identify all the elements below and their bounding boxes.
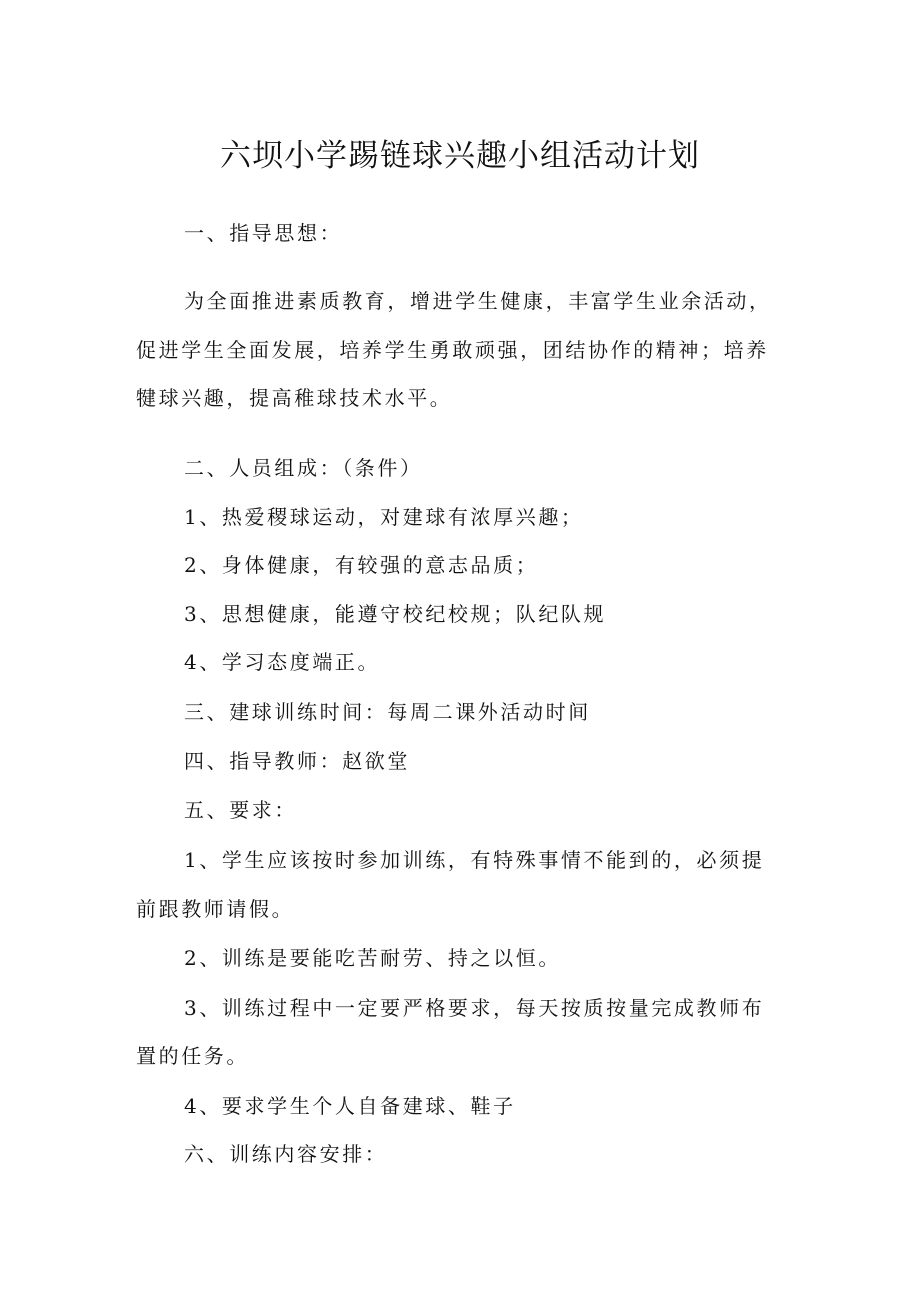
list-item: 3、思想健康，能遵守校纪校规；队纪队规 [184,602,607,626]
heading-personnel: 二、人员组成：（条件） [184,456,423,480]
heading-training-time: 三、建球训练时间：每周二课外活动时间 [184,700,591,724]
document-title: 六坝小学踢链球兴趣小组活动计划 [220,138,700,174]
list-item-continuation: 置的任务。 [136,1044,249,1068]
list-item: 1、热爱稷球运动，对建球有浓厚兴趣； [184,505,584,529]
paragraph-line: 为全面推进素质教育，增进学生健康，丰富学生业余活动， [184,289,772,313]
list-item: 1、学生应该按时参加训练，有特殊事情不能到的，必须提 [184,848,765,872]
paragraph-line: 犍球兴趣，提高稚球技术水平。 [136,386,453,410]
heading-training-content: 六、训练内容安排： [184,1142,388,1166]
list-item-continuation: 前跟教师请假。 [136,897,295,921]
paragraph-line: 促进学生全面发展，培养学生勇敢顽强，团结协作的精神；培养 [136,338,769,362]
list-item: 2、身体健康，有较强的意志品质； [184,553,539,577]
heading-guiding-ideology: 一、指导思想： [184,221,343,245]
list-item: 4、学习态度端正。 [184,650,381,674]
list-item: 3、训练过程中一定要严格要求，每天按质按量完成教师布 [184,996,765,1020]
heading-instructor: 四、指导教师：赵欲堂 [184,749,410,773]
list-item: 4、要求学生个人自备建球、鞋子 [184,1094,516,1118]
heading-requirements: 五、要求： [184,798,297,822]
list-item: 2、训练是要能吃苦耐劳、持之以恒。 [184,946,561,970]
